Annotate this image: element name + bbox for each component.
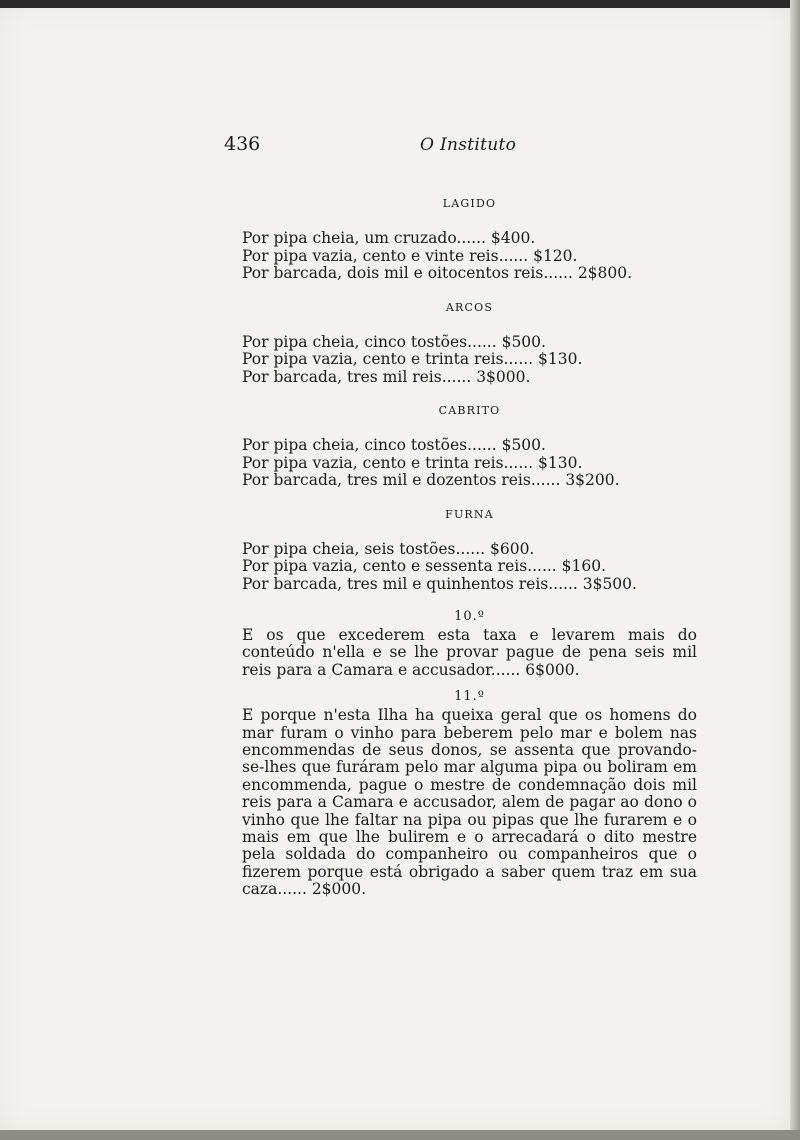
tariff-line: Por pipa vazia, cento e trinta reis...... $130. — [242, 350, 583, 368]
tariff-line: Por pipa cheia, um cruzado...... $400. — [242, 229, 536, 247]
tariff-line: Por pipa vazia, cento e sessenta reis...... $160. — [242, 557, 607, 575]
article-number: 10.º — [454, 609, 485, 624]
section-title: FURNA — [445, 507, 494, 521]
tariff-line: Por barcada, tres mil e quinhentos reis...... 3$500. — [242, 574, 637, 593]
article-10 — [242, 609, 697, 679]
tariff-line: Por pipa vazia, cento e trinta reis...... $130. — [242, 453, 583, 472]
tariff-section-cabrito — [242, 402, 697, 490]
section-title: ARCOS — [445, 300, 494, 314]
tariff-list — [242, 230, 697, 283]
tariff-list — [242, 437, 697, 490]
tariff-line: Por pipa cheia, cinco tostões...... $500. — [242, 332, 546, 351]
book-page — [0, 8, 791, 1130]
tariff-line: Por pipa vazia, cento e vinte reis...... $120. — [242, 246, 578, 265]
article-text: E os que excederem esta taxa e levarem mais do conteúdo n'ella e se lhe provar pague de pena seis mil reis para a Camara e accusador...... 6$000. — [242, 626, 697, 679]
running-head: O Instituto — [420, 135, 517, 155]
tariff-line: Por barcada, dois mil e oitocentos reis...... 2$800. — [242, 264, 633, 282]
tariff-section-furna — [242, 506, 697, 594]
page-edge-right — [790, 0, 800, 1140]
section-title: LAGIDO — [442, 197, 497, 210]
tariff-section-arcos — [242, 299, 697, 387]
tariff-line: Por barcada, tres mil e dozentos reis...... 3$200. — [242, 471, 620, 489]
page-content — [242, 195, 697, 899]
article-text: E porque n'esta Ilha ha queixa geral que os homens do mar furam o vinho para beberem pelo mar e bolem nas encommendas de seus donos, se assenta que provando-se-lhes que furáram pelo mar alguma pipa ou boliram em encommenda, pague o mestre de condemnação dois mil reis para a Camara e accusador, alem de pagar ao dono o vinho que lhe faltar na pipa ou pipas que lhe furarem e o mais em que lhe bulirem e o arrecadará o dito mestre pela soldada do companheiro ou companheiros que o fizerem porque está obrigado a saber quem traz em sua caza...... 2$000. — [242, 706, 697, 899]
tariff-list — [242, 541, 697, 594]
article-number: 11.º — [454, 689, 485, 705]
page-number: 436 — [224, 133, 261, 155]
tariff-line: Por pipa cheia, seis tostões...... $600. — [242, 539, 535, 558]
section-title: CABRITO — [438, 404, 501, 417]
tariff-line: Por barcada, tres mil reis...... 3$000. — [242, 367, 531, 386]
article-11 — [242, 689, 697, 898]
top-shadow — [0, 0, 800, 8]
page-header — [224, 133, 684, 157]
tariff-line: Por pipa cheia, cinco tostões...... $500. — [242, 436, 546, 454]
page-edge-bottom — [0, 1130, 800, 1140]
tariff-section-lagido — [242, 195, 697, 283]
tariff-list — [242, 334, 697, 387]
